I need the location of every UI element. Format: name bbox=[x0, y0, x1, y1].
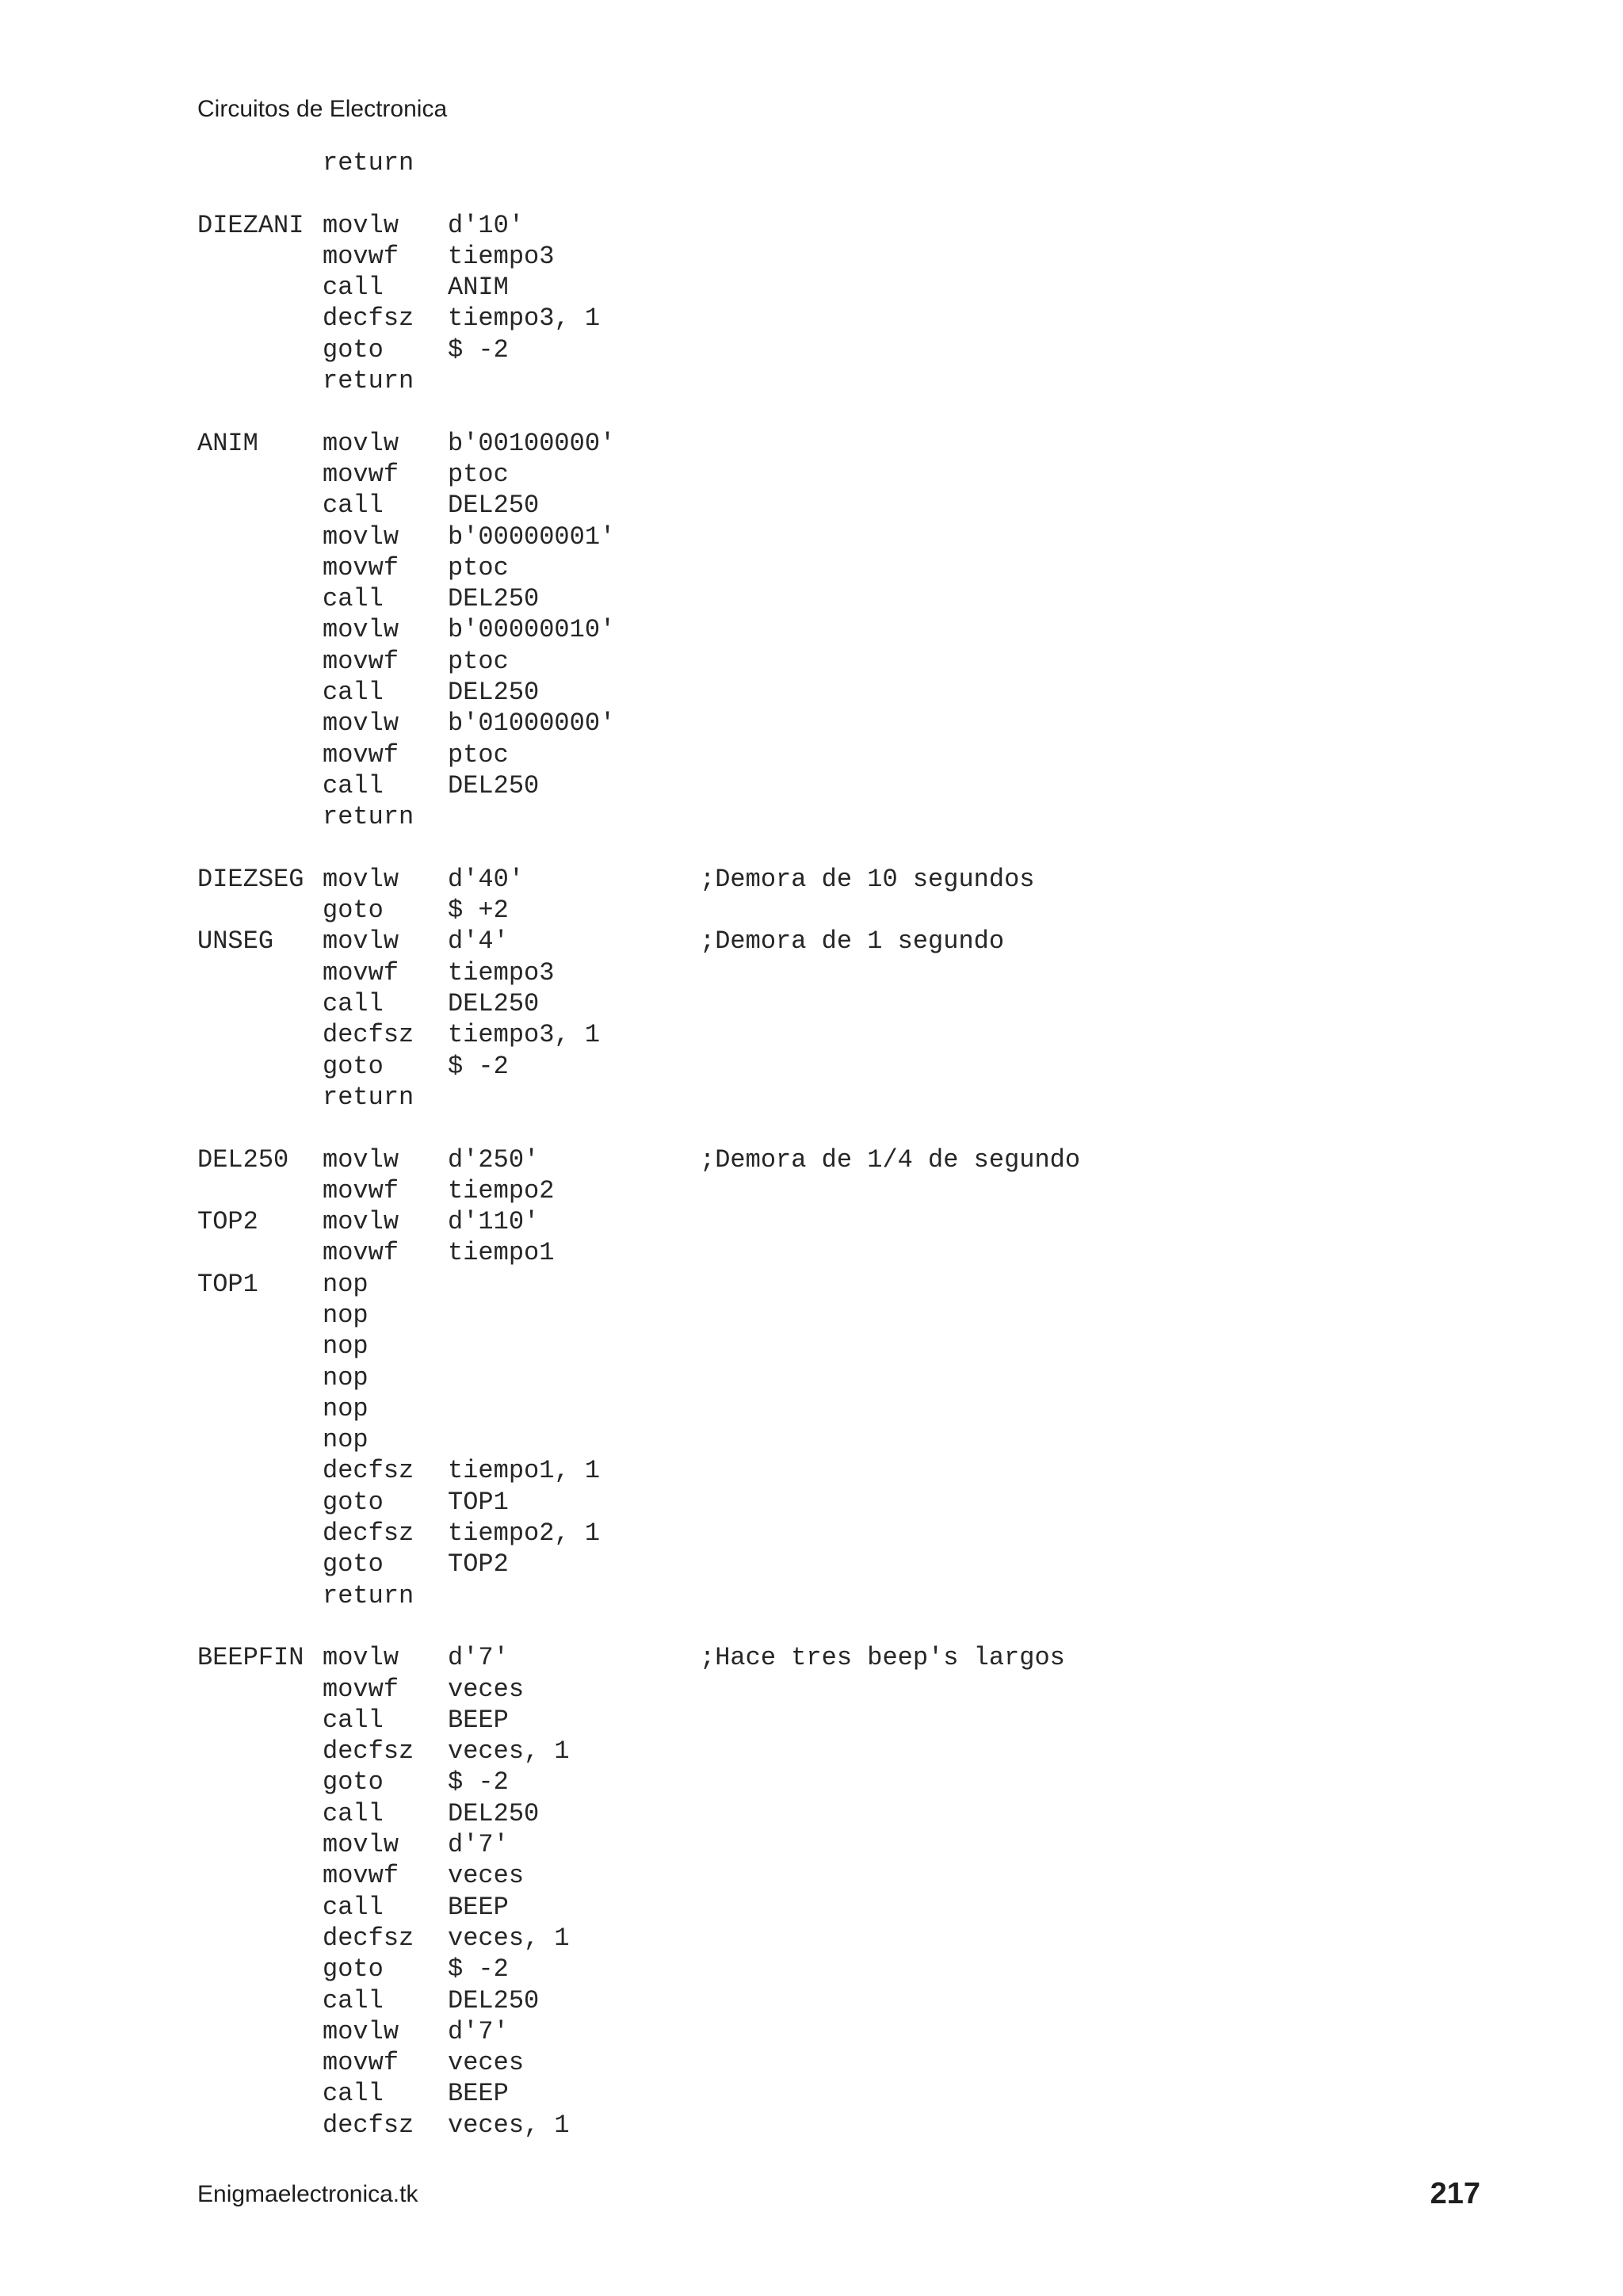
code-label bbox=[197, 1082, 323, 1113]
code-mnemonic: movwf bbox=[323, 241, 399, 271]
code-label bbox=[197, 459, 323, 490]
code-label bbox=[197, 1892, 323, 1923]
code-label bbox=[197, 1954, 323, 1985]
code-label bbox=[197, 2047, 323, 2078]
code-line bbox=[197, 1892, 1080, 1923]
code-mnemonic: call bbox=[323, 584, 384, 614]
code-line bbox=[197, 1954, 1080, 1985]
code-operand: d'7' bbox=[448, 1643, 509, 1673]
code-mnemonic: return bbox=[323, 1580, 414, 1610]
code-label bbox=[197, 646, 323, 677]
code-operand bbox=[448, 396, 700, 427]
code-line bbox=[197, 1113, 1080, 1144]
code-mnemonic: movlw bbox=[323, 709, 399, 739]
code-mnemonic: movlw bbox=[323, 2016, 399, 2046]
code-mnemonic: nop bbox=[323, 1393, 369, 1423]
code-label bbox=[197, 552, 323, 583]
code-line bbox=[197, 677, 1080, 708]
code-operand bbox=[448, 147, 700, 178]
code-line bbox=[197, 303, 1080, 334]
code-comment: ;Demora de 10 segundos bbox=[700, 864, 1035, 894]
code-operand: $ +2 bbox=[448, 896, 509, 926]
code-comment: ;Hace tres beep's largos bbox=[700, 1643, 1065, 1673]
code-mnemonic: decfsz bbox=[323, 1020, 414, 1050]
code-line bbox=[197, 2047, 1080, 2078]
code-mnemonic: call bbox=[323, 1705, 384, 1735]
code-label bbox=[197, 1175, 323, 1206]
code-label bbox=[197, 1549, 323, 1580]
code-operand: BEEP bbox=[448, 2079, 509, 2109]
code-operand: BEEP bbox=[448, 1705, 509, 1735]
code-operand bbox=[448, 365, 700, 396]
code-line bbox=[197, 1860, 1080, 1891]
code-comment: ;Demora de 1 segundo bbox=[700, 926, 1005, 957]
code-mnemonic: call bbox=[323, 989, 384, 1019]
code-mnemonic: nop bbox=[323, 1362, 369, 1392]
code-operand bbox=[448, 1580, 700, 1611]
code-operand: b'01000000' bbox=[448, 709, 616, 739]
code-line bbox=[197, 210, 1080, 241]
code-mnemonic: goto bbox=[323, 334, 384, 365]
code-mnemonic: movlw bbox=[323, 926, 399, 957]
code-operand: d'250' bbox=[448, 1144, 540, 1175]
code-mnemonic: decfsz bbox=[323, 1519, 414, 1549]
code-mnemonic: call bbox=[323, 770, 384, 800]
code-line bbox=[197, 1798, 1080, 1829]
code-label bbox=[197, 1736, 323, 1767]
code-operand: ptoc bbox=[448, 739, 509, 770]
code-label bbox=[197, 801, 323, 832]
code-operand: d'110' bbox=[448, 1207, 540, 1237]
code-line bbox=[197, 833, 1080, 864]
code-mnemonic: movwf bbox=[323, 1861, 399, 1891]
code-label bbox=[197, 739, 323, 770]
code-label bbox=[197, 1580, 323, 1611]
code-line bbox=[197, 428, 1080, 459]
code-operand: DEL250 bbox=[448, 1798, 540, 1828]
code-mnemonic: return bbox=[323, 802, 414, 832]
code-operand: veces bbox=[448, 1674, 525, 1704]
code-operand: BEEP bbox=[448, 1892, 509, 1922]
code-mnemonic: goto bbox=[323, 1954, 384, 1985]
code-mnemonic bbox=[323, 1113, 448, 1144]
code-mnemonic: movwf bbox=[323, 957, 399, 988]
code-mnemonic: movlw bbox=[323, 1643, 399, 1673]
code-operand: tiempo3 bbox=[448, 241, 555, 271]
code-label: ANIM bbox=[197, 428, 258, 458]
code-operand: DEL250 bbox=[448, 1985, 540, 2015]
code-operand: d'7' bbox=[448, 1830, 509, 1860]
code-line bbox=[197, 1362, 1080, 1393]
code-mnemonic bbox=[323, 396, 448, 427]
code-line bbox=[197, 2110, 1080, 2141]
code-label bbox=[197, 708, 323, 739]
code-label bbox=[197, 1331, 323, 1362]
code-mnemonic: return bbox=[323, 366, 414, 396]
code-line bbox=[197, 1019, 1080, 1050]
code-line bbox=[197, 2078, 1080, 2109]
code-label bbox=[197, 1923, 323, 1954]
code-label bbox=[197, 2078, 323, 2109]
code-label bbox=[197, 1860, 323, 1891]
code-mnemonic: movwf bbox=[323, 1674, 399, 1704]
code-mnemonic: call bbox=[323, 1985, 384, 2015]
page-number: 217 bbox=[1430, 2177, 1480, 2210]
code-line bbox=[197, 1767, 1080, 1797]
code-line bbox=[197, 1237, 1080, 1268]
code-line bbox=[197, 241, 1080, 272]
code-operand: d'4' bbox=[448, 926, 509, 957]
code-label bbox=[197, 1518, 323, 1549]
code-label bbox=[197, 1393, 323, 1424]
code-line bbox=[197, 1829, 1080, 1860]
code-mnemonic: call bbox=[323, 2079, 384, 2109]
code-line bbox=[197, 272, 1080, 303]
code-label bbox=[197, 272, 323, 303]
footer-site: Enigmaelectronica.tk bbox=[197, 2181, 418, 2207]
code-operand bbox=[448, 1300, 700, 1331]
page-header-title: Circuitos de Electronica bbox=[197, 96, 448, 122]
code-operand: ptoc bbox=[448, 646, 509, 676]
code-operand: veces, 1 bbox=[448, 1923, 570, 1953]
code-label bbox=[197, 1362, 323, 1393]
code-line bbox=[197, 1923, 1080, 1954]
code-mnemonic: call bbox=[323, 273, 384, 303]
code-operand: TOP1 bbox=[448, 1487, 509, 1517]
code-operand: b'00000010' bbox=[448, 615, 616, 645]
code-label bbox=[197, 1674, 323, 1705]
code-operand: veces bbox=[448, 2048, 525, 2078]
code-label bbox=[197, 365, 323, 396]
code-mnemonic: goto bbox=[323, 1549, 384, 1580]
code-label bbox=[197, 988, 323, 1019]
code-label bbox=[197, 2016, 323, 2047]
code-operand: $ -2 bbox=[448, 1767, 509, 1797]
code-label bbox=[197, 334, 323, 365]
code-operand: d'7' bbox=[448, 2016, 509, 2046]
code-label bbox=[197, 833, 323, 864]
code-comment: ;Demora de 1/4 de segundo bbox=[700, 1144, 1081, 1175]
code-operand bbox=[448, 1362, 700, 1393]
code-line bbox=[197, 178, 1080, 209]
code-mnemonic: nop bbox=[323, 1331, 369, 1362]
code-operand: b'00000001' bbox=[448, 521, 616, 552]
code-line bbox=[197, 739, 1080, 770]
code-mnemonic: movlw bbox=[323, 615, 399, 645]
code-operand: d'10' bbox=[448, 210, 525, 240]
code-operand: tiempo3, 1 bbox=[448, 304, 601, 334]
code-mnemonic: movwf bbox=[323, 739, 399, 770]
code-mnemonic: call bbox=[323, 1892, 384, 1922]
code-label bbox=[197, 1051, 323, 1082]
code-label bbox=[197, 957, 323, 988]
code-mnemonic: nop bbox=[323, 1269, 369, 1299]
code-label: DIEZSEG bbox=[197, 864, 304, 894]
code-label bbox=[197, 1798, 323, 1829]
code-line bbox=[197, 2016, 1080, 2047]
code-line bbox=[197, 1082, 1080, 1113]
code-operand bbox=[448, 1424, 700, 1455]
code-line bbox=[197, 646, 1080, 677]
code-label bbox=[197, 241, 323, 272]
code-label bbox=[197, 1300, 323, 1331]
code-mnemonic: call bbox=[323, 1798, 384, 1828]
code-mnemonic: movlw bbox=[323, 521, 399, 552]
code-label bbox=[197, 1455, 323, 1486]
code-operand: $ -2 bbox=[448, 334, 509, 365]
code-line bbox=[197, 1144, 1080, 1175]
code-operand bbox=[448, 1611, 700, 1642]
code-operand: DEL250 bbox=[448, 989, 540, 1019]
code-line bbox=[197, 459, 1080, 490]
code-label bbox=[197, 677, 323, 708]
code-line bbox=[197, 1642, 1080, 1673]
code-mnemonic: goto bbox=[323, 1767, 384, 1797]
code-line bbox=[197, 1518, 1080, 1549]
code-label bbox=[197, 1113, 323, 1144]
code-line bbox=[197, 334, 1080, 365]
code-mnemonic: decfsz bbox=[323, 1923, 414, 1953]
code-label: TOP2 bbox=[197, 1207, 258, 1237]
code-mnemonic: call bbox=[323, 678, 384, 708]
code-mnemonic: nop bbox=[323, 1425, 369, 1455]
code-line bbox=[197, 1051, 1080, 1082]
code-operand bbox=[448, 801, 700, 832]
code-operand: ptoc bbox=[448, 459, 509, 489]
code-mnemonic: movwf bbox=[323, 646, 399, 676]
code-operand bbox=[448, 833, 700, 864]
code-operand: tiempo2, 1 bbox=[448, 1519, 601, 1549]
code-listing bbox=[197, 147, 1080, 2141]
code-operand: ptoc bbox=[448, 552, 509, 583]
code-line bbox=[197, 614, 1080, 645]
code-mnemonic: return bbox=[323, 1082, 414, 1112]
code-label bbox=[197, 770, 323, 801]
code-operand: DEL250 bbox=[448, 678, 540, 708]
code-line bbox=[197, 396, 1080, 427]
code-operand: DEL250 bbox=[448, 584, 540, 614]
code-mnemonic bbox=[323, 178, 448, 209]
code-mnemonic: nop bbox=[323, 1300, 369, 1330]
code-label bbox=[197, 895, 323, 926]
code-line bbox=[197, 490, 1080, 521]
code-mnemonic: movlw bbox=[323, 1207, 399, 1237]
code-operand: tiempo3 bbox=[448, 957, 555, 988]
code-label bbox=[197, 583, 323, 614]
code-mnemonic: movlw bbox=[323, 210, 399, 240]
code-line bbox=[197, 552, 1080, 583]
code-operand: DEL250 bbox=[448, 770, 540, 800]
code-label bbox=[197, 303, 323, 334]
code-label bbox=[197, 1237, 323, 1268]
code-operand: $ -2 bbox=[448, 1051, 509, 1081]
code-label bbox=[197, 1705, 323, 1736]
code-operand: DEL250 bbox=[448, 491, 540, 521]
code-operand bbox=[448, 1393, 700, 1424]
code-line bbox=[197, 1674, 1080, 1705]
code-label bbox=[197, 1985, 323, 2016]
code-mnemonic: decfsz bbox=[323, 304, 414, 334]
code-line bbox=[197, 708, 1080, 739]
code-label bbox=[197, 147, 323, 178]
code-line bbox=[197, 988, 1080, 1019]
code-line bbox=[197, 583, 1080, 614]
code-mnemonic: decfsz bbox=[323, 1736, 414, 1767]
code-operand: $ -2 bbox=[448, 1954, 509, 1985]
code-label bbox=[197, 490, 323, 521]
code-mnemonic: return bbox=[323, 148, 414, 178]
code-line bbox=[197, 801, 1080, 832]
code-label bbox=[197, 396, 323, 427]
code-line bbox=[197, 1269, 1080, 1300]
code-line bbox=[197, 926, 1080, 957]
code-label: BEEPFIN bbox=[197, 1643, 304, 1673]
code-line bbox=[197, 1206, 1080, 1237]
code-mnemonic: decfsz bbox=[323, 1456, 414, 1486]
code-line bbox=[197, 1424, 1080, 1455]
code-operand: d'40' bbox=[448, 864, 525, 894]
code-line bbox=[197, 1985, 1080, 2016]
code-line bbox=[197, 895, 1080, 926]
code-operand bbox=[448, 1082, 700, 1113]
code-operand: tiempo1, 1 bbox=[448, 1456, 601, 1486]
code-label bbox=[197, 1019, 323, 1050]
code-label bbox=[197, 2110, 323, 2141]
code-operand: TOP2 bbox=[448, 1549, 509, 1580]
code-mnemonic: movwf bbox=[323, 2048, 399, 2078]
code-line bbox=[197, 1331, 1080, 1362]
code-line bbox=[197, 1455, 1080, 1486]
code-operand: tiempo2 bbox=[448, 1175, 555, 1205]
code-operand: ANIM bbox=[448, 273, 509, 303]
code-mnemonic: movlw bbox=[323, 1144, 399, 1175]
code-label: UNSEG bbox=[197, 926, 274, 957]
code-operand: b'00100000' bbox=[448, 428, 616, 458]
code-mnemonic: movwf bbox=[323, 459, 399, 489]
code-label bbox=[197, 521, 323, 552]
code-label bbox=[197, 178, 323, 209]
code-label bbox=[197, 1767, 323, 1797]
code-operand: veces bbox=[448, 1861, 525, 1891]
code-operand: veces, 1 bbox=[448, 1736, 570, 1767]
code-line bbox=[197, 864, 1080, 895]
code-line bbox=[197, 365, 1080, 396]
code-label bbox=[197, 1611, 323, 1642]
code-operand: tiempo1 bbox=[448, 1238, 555, 1268]
code-label: DEL250 bbox=[197, 1144, 289, 1175]
code-label bbox=[197, 1829, 323, 1860]
code-line bbox=[197, 1487, 1080, 1518]
code-label: TOP1 bbox=[197, 1269, 258, 1299]
code-line bbox=[197, 1393, 1080, 1424]
code-mnemonic: goto bbox=[323, 1051, 384, 1081]
code-operand: tiempo3, 1 bbox=[448, 1020, 601, 1050]
code-label bbox=[197, 614, 323, 645]
code-line bbox=[197, 770, 1080, 801]
code-mnemonic: goto bbox=[323, 896, 384, 926]
code-operand: veces, 1 bbox=[448, 2110, 570, 2140]
code-mnemonic: movwf bbox=[323, 1175, 399, 1205]
code-line bbox=[197, 1175, 1080, 1206]
code-mnemonic: movlw bbox=[323, 1830, 399, 1860]
code-line bbox=[197, 521, 1080, 552]
code-label bbox=[197, 1424, 323, 1455]
code-line bbox=[197, 1736, 1080, 1767]
code-line bbox=[197, 147, 1080, 178]
code-line bbox=[197, 1611, 1080, 1642]
code-mnemonic: movlw bbox=[323, 864, 399, 894]
code-line bbox=[197, 1580, 1080, 1611]
code-mnemonic: decfsz bbox=[323, 2110, 414, 2140]
code-operand bbox=[448, 1113, 700, 1144]
code-operand bbox=[448, 178, 700, 209]
code-line bbox=[197, 1300, 1080, 1331]
code-line bbox=[197, 1705, 1080, 1736]
code-operand bbox=[448, 1331, 700, 1362]
code-mnemonic bbox=[323, 833, 448, 864]
code-mnemonic: goto bbox=[323, 1487, 384, 1517]
code-label bbox=[197, 1487, 323, 1518]
code-operand bbox=[448, 1269, 700, 1300]
code-line bbox=[197, 1549, 1080, 1580]
code-mnemonic: movwf bbox=[323, 552, 399, 583]
code-line bbox=[197, 957, 1080, 988]
code-mnemonic: call bbox=[323, 491, 384, 521]
code-mnemonic: movwf bbox=[323, 1238, 399, 1268]
code-label: DIEZANI bbox=[197, 210, 304, 240]
code-mnemonic: movlw bbox=[323, 428, 399, 458]
code-mnemonic bbox=[323, 1611, 448, 1642]
